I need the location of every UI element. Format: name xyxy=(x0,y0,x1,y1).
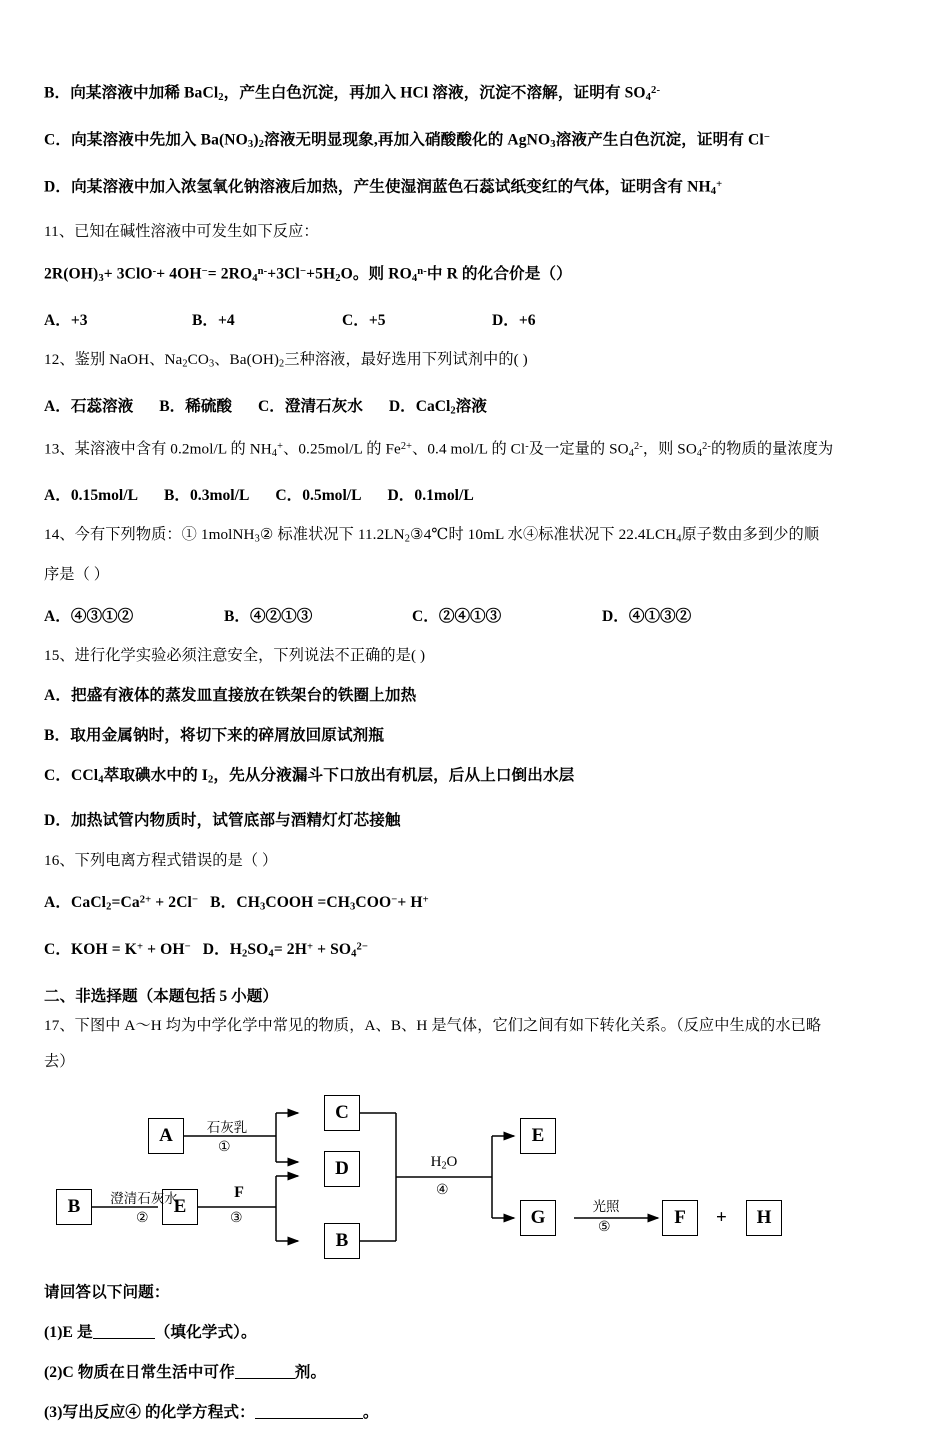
q16-d-s1: 2 xyxy=(242,948,248,960)
q16-c-sup2: − xyxy=(184,941,191,953)
q10-option-c xyxy=(44,127,912,155)
q17-stem-line2: 去） xyxy=(44,1052,75,1070)
q16-d-s4: 4 xyxy=(351,948,357,960)
q12-option-d-s1: 2 xyxy=(450,405,456,417)
diagram-edge-label-5: 光照 xyxy=(592,1198,620,1214)
q16-a-sup3: − xyxy=(192,894,199,906)
diagram-box-b-bottom-label: B xyxy=(335,1229,349,1251)
diagram-box-e-mid-label: E xyxy=(173,1195,187,1217)
answer-blank-3[interactable] xyxy=(255,1418,363,1419)
q12-stem-s1: 2 xyxy=(182,358,188,370)
q14-stem-p1: 14、今有下列物质：① 1molNH xyxy=(44,525,255,543)
q16-option-d[interactable] xyxy=(203,941,368,958)
q13-stem xyxy=(44,436,912,464)
q10-option-d-text1: 向某溶液中加入浓氢氧化钠溶液后加热，产生使湿润蓝色石蕊试纸变红的气体，证明含有 NH xyxy=(71,178,711,196)
q16-a-p2: =Ca xyxy=(111,894,140,912)
q10-option-c-sup4: − xyxy=(763,132,770,144)
q11-eq-sup4: n- xyxy=(257,266,268,278)
diagram-box-g xyxy=(520,1200,556,1236)
diagram-box-f-right-label: F xyxy=(674,1206,686,1228)
diagram-box-e-right-label: E xyxy=(531,1124,545,1146)
answer-item-2-p2: 剂。 xyxy=(294,1363,327,1381)
diagram-edge-num-4: ④ xyxy=(436,1182,449,1198)
q13-option-c[interactable]: C．0.5mol/L xyxy=(275,486,362,504)
q13-option-d[interactable]: D．0.1mol/L xyxy=(387,486,474,504)
q11-eq-s1: 3 xyxy=(98,273,104,285)
q10-option-c-text2: ) xyxy=(253,131,259,149)
diagram-edge-num-3: ③ xyxy=(230,1210,243,1226)
page-content xyxy=(44,80,912,1442)
q12-options xyxy=(44,394,912,417)
diagram-box-f-right xyxy=(662,1200,698,1236)
q14-stem-s1: 3 xyxy=(254,533,260,545)
diagram-edge-label-4-p2: O xyxy=(446,1153,458,1170)
diagram-box-a-label: A xyxy=(159,1124,173,1146)
q16-option-b[interactable] xyxy=(210,894,429,911)
q15-option-b[interactable]: B．取用金属钠时，将切下来的碎屑放回原试剂瓶 xyxy=(44,727,385,745)
q11-eq-sup2: - xyxy=(152,266,157,278)
diagram-box-a xyxy=(148,1118,184,1154)
q16-b-p3: COO xyxy=(355,894,392,912)
diagram-edge-num-5: ⑤ xyxy=(598,1219,611,1235)
diagram-edge-label-4-p1: H xyxy=(430,1153,442,1170)
q16-b-s2: 3 xyxy=(349,901,356,913)
answer-item-3 xyxy=(44,1402,912,1423)
q15-option-d[interactable]: D．加热试管内物质时，试管底部与酒精灯灯芯接触 xyxy=(44,811,401,829)
q11-eq-p2: + 3ClO xyxy=(103,265,153,283)
q13-option-b[interactable]: B．0.3mol/L xyxy=(164,486,250,504)
q13-stem-sup1: + xyxy=(277,440,284,452)
q14-stem-line2: 序是（ ） xyxy=(44,566,110,584)
diagram-box-g-label: G xyxy=(530,1206,546,1228)
q15-option-c-s1: 4 xyxy=(98,774,104,786)
q13-stem-p3: 、0.4 mol/L 的 Cl xyxy=(412,439,526,457)
q15-option-c[interactable] xyxy=(44,765,912,791)
q16-stem: 16、下列电离方程式错误的是（ ） xyxy=(44,851,278,869)
q16-b-p2: COOH =CH xyxy=(265,894,350,912)
q16-d-sup4: 2− xyxy=(356,941,369,953)
q12-stem-p1: 12、鉴别 NaOH、Na xyxy=(44,351,183,369)
q12-stem-p3: 、Ba(OH) xyxy=(214,351,280,369)
q12-option-d[interactable] xyxy=(389,394,487,417)
q10-option-c-sub2: 2 xyxy=(258,139,265,151)
q13-stem-s4: 4 xyxy=(628,447,634,459)
q12-option-d-p1: D．CaCl xyxy=(388,397,451,415)
q16-d-p4: + SO xyxy=(313,941,352,959)
q16-d-p3: = 2H xyxy=(273,941,307,959)
section2-heading: 二、非选择题（本题包括 5 小题） xyxy=(44,987,278,1005)
q12-option-b[interactable]: B．稀硫酸 xyxy=(159,397,233,415)
q10-option-b-sup2: 2- xyxy=(651,85,661,96)
q15-option-c-p1: C．CCl xyxy=(44,767,99,785)
q10-option-b-sub1: 2 xyxy=(218,92,224,104)
q10-option-c-label: C． xyxy=(44,131,72,149)
q11-stem: 11、已知在碱性溶液中可发生如下反应： xyxy=(44,223,319,241)
q12-option-d-p2: 溶液 xyxy=(455,397,487,415)
q13-stem-sup2: 2+ xyxy=(400,440,413,452)
q13-stem-s1: 4 xyxy=(271,447,278,459)
q13-stem-p5: ，则 SO xyxy=(642,439,697,457)
diagram-plus-sign: + xyxy=(716,1206,727,1228)
q15-option-c-s2: 2 xyxy=(207,774,214,786)
q12-stem-s2: 3 xyxy=(208,358,215,370)
q11-eq-s4: 4 xyxy=(252,273,258,285)
q10-option-c-text1: 向某溶液中先加入 Ba(NO xyxy=(71,131,248,149)
answer-item-1 xyxy=(44,1322,912,1343)
q13-stem-sup5: 2- xyxy=(702,440,711,452)
q14-option-a[interactable]: A．④③①② xyxy=(44,608,134,626)
diagram-edge-label-3: F xyxy=(234,1183,244,1201)
q16-c-sup1: + xyxy=(136,941,144,953)
q13-stem-p1: 13、某溶液中含有 0.2mol/L 的 NH xyxy=(44,439,272,457)
q16-option-a[interactable] xyxy=(44,894,198,911)
q11-option-b[interactable]: B．+4 xyxy=(192,312,235,330)
q16-b-s1: 3 xyxy=(259,901,266,913)
q16-d-sup3: + xyxy=(306,941,314,953)
q16-b-p4: + H xyxy=(397,894,423,912)
q10-option-c-sub3: 3 xyxy=(550,139,556,151)
q10-option-d-sup1: + xyxy=(716,179,723,191)
q10-option-c-text3: 溶液无明显现象,再加入硝酸酸化的 AgNO xyxy=(264,131,551,149)
diagram-edge-num-1: ① xyxy=(218,1139,231,1155)
diagram-box-d-label: D xyxy=(335,1157,349,1179)
q11-options xyxy=(44,308,912,330)
q14-stem-p4: 原子数由多到少的顺 xyxy=(681,525,820,543)
q15-option-a[interactable]: A．把盛有液体的蒸发皿直接放在铁架台的铁圈上加热 xyxy=(44,687,417,705)
q11-eq-p7: O。则 RO xyxy=(340,265,412,283)
q16-a-p3: + 2Cl xyxy=(151,894,192,912)
q15-option-c-p2: 萃取碘水中的 I xyxy=(103,767,208,785)
diagram-box-b-bottom xyxy=(324,1223,360,1259)
diagram-edge-label-2: 澄清石灰水 xyxy=(110,1190,178,1206)
q13-stem-sup3: - xyxy=(525,440,529,452)
answer-item-1-p1: (1)E 是 xyxy=(44,1323,93,1341)
q11-equation xyxy=(44,261,912,289)
q11-eq-p8: 中 R 的化合价是（） xyxy=(426,265,572,283)
q16-d-p2: SO xyxy=(247,941,269,959)
diagram-box-c-label: C xyxy=(335,1101,349,1123)
q10-option-c-text4: 溶液产生白色沉淀，证明有 Cl xyxy=(555,131,764,149)
q14-stem-s2: 2 xyxy=(404,533,410,545)
q14-stem xyxy=(44,524,912,550)
q11-option-a[interactable]: A．+3 xyxy=(44,312,88,330)
q13-stem-sup4: 2- xyxy=(634,440,643,452)
q16-d-p1: D．H xyxy=(202,941,242,959)
q16-b-p1: B．CH xyxy=(210,894,260,912)
q11-eq-p3: + 4OH xyxy=(156,265,202,283)
q10-option-b-text2: ，产生白色沉淀，再加入 HCl 溶液，沉淀不溶解，证明有 SO xyxy=(223,84,646,102)
answer-blank-2[interactable] xyxy=(235,1378,295,1379)
q14-options xyxy=(44,604,912,626)
q14-stem-p3: ③4℃时 10mL 水④标准状况下 22.4LCH xyxy=(409,525,677,543)
answer-blank-1[interactable] xyxy=(93,1338,155,1339)
q14-option-c[interactable]: C．②④①③ xyxy=(412,608,502,626)
q13-stem-p2: 、0.25mol/L 的 Fe xyxy=(283,439,401,457)
diagram-box-d xyxy=(324,1151,360,1187)
q15-option-c-p3: ，先从分液漏斗下口放出有机层，后从上口倒出水层 xyxy=(213,767,575,785)
q13-stem-s5: 4 xyxy=(696,447,703,459)
q10-option-d-sub1: 4 xyxy=(710,186,717,198)
diagram-box-c xyxy=(324,1095,360,1131)
q11-eq-p4: = 2RO xyxy=(207,265,253,283)
q16-b-sup3: − xyxy=(391,894,398,906)
q10-option-d-label: D． xyxy=(44,178,72,196)
q16-a-p1: A．CaCl xyxy=(44,894,107,912)
q16-options-row1 xyxy=(44,890,912,918)
q11-eq-s7: 4 xyxy=(411,273,418,285)
answer-item-3-p1: (3)写出反应④ 的化学方程式： xyxy=(44,1403,255,1421)
q11-eq-p1: 2R(OH) xyxy=(44,265,99,283)
answers-prompt: 请回答以下问题： xyxy=(44,1283,170,1301)
transformation-flow-diagram xyxy=(44,1094,912,1274)
q12-option-a[interactable]: A．石蕊溶液 xyxy=(44,397,134,415)
q12-stem xyxy=(44,349,912,375)
q16-b-sup4: + xyxy=(422,894,429,906)
q16-a-sup2: 2+ xyxy=(139,894,152,906)
q10-option-b-sub2: 4 xyxy=(645,92,652,104)
q11-option-c[interactable]: C．+5 xyxy=(342,312,386,330)
answer-item-1-p2: （填化学式）。 xyxy=(154,1323,257,1341)
q17-stem-line1: 17、下图中 A～H 均为中学化学中常见的物质，A、B、H 是气体，它们之间有如下转化关系。（反应中生成的水已略 xyxy=(44,1016,822,1034)
q10-option-d xyxy=(44,174,912,202)
q11-eq-sup3: − xyxy=(201,266,208,278)
q16-c-p2: + OH xyxy=(143,941,185,959)
q11-eq-p5: +3Cl xyxy=(267,265,300,283)
q11-eq-s6: 2 xyxy=(335,273,341,285)
q13-option-a[interactable]: A．0.15mol/L xyxy=(44,486,138,504)
q11-eq-sup7: n- xyxy=(417,266,427,278)
q12-stem-p2: CO xyxy=(187,351,209,369)
q11-eq-sup5: − xyxy=(299,266,307,278)
q16-option-c[interactable] xyxy=(44,941,191,958)
answer-item-3-p2: 。 xyxy=(362,1403,379,1421)
q13-stem-p4: 及一定量的 SO xyxy=(528,439,629,457)
q11-eq-p6: +5H xyxy=(306,265,336,283)
q14-option-d[interactable]: D．④①③② xyxy=(602,608,692,626)
q13-stem-p6: 的物质的量浓度为 xyxy=(710,439,834,457)
q11-option-d[interactable]: D．+6 xyxy=(492,312,536,330)
diagram-box-h xyxy=(746,1200,782,1236)
diagram-edge-label-4 xyxy=(418,1154,470,1172)
answer-item-2 xyxy=(44,1362,912,1383)
diagram-box-e-right xyxy=(520,1118,556,1154)
q12-stem-s3: 2 xyxy=(279,358,285,370)
q14-option-b[interactable]: B．④②①③ xyxy=(224,608,313,626)
diagram-edge-num-2: ② xyxy=(136,1210,149,1226)
q15-stem: 15、进行化学实验必须注意安全，下列说法不正确的是( ) xyxy=(44,647,426,665)
q14-stem-s3: 4 xyxy=(676,533,682,545)
diagram-edge-label-1: 石灰乳 xyxy=(206,1119,248,1135)
answer-item-2-p1: (2)C 物质在日常生活中可作 xyxy=(44,1363,235,1381)
diagram-box-h-label: H xyxy=(756,1206,772,1228)
q12-stem-p4: 三种溶液，最好选用下列试剂中的( ) xyxy=(284,351,528,369)
q10-option-b-text1: 向某溶液中加稀 BaCl xyxy=(70,84,219,102)
diagram-box-b-left xyxy=(56,1189,92,1225)
q16-options-row2 xyxy=(44,937,912,965)
diagram-edge-label-4-sub: 2 xyxy=(441,1160,447,1172)
q16-c-p1: C．KOH = K xyxy=(44,941,137,959)
q10-option-b-label: B． xyxy=(44,84,71,102)
diagram-box-b-left-label: B xyxy=(67,1195,81,1217)
q16-d-s2: 4 xyxy=(268,948,274,960)
q12-option-c[interactable]: C．澄清石灰水 xyxy=(258,397,363,415)
q10-option-b xyxy=(44,80,912,108)
q14-stem-p2: ② 标准状况下 11.2LN xyxy=(259,525,405,543)
q13-options xyxy=(44,483,912,505)
q16-a-s1: 2 xyxy=(106,901,112,913)
q10-option-c-sub1: 3 xyxy=(247,139,254,151)
